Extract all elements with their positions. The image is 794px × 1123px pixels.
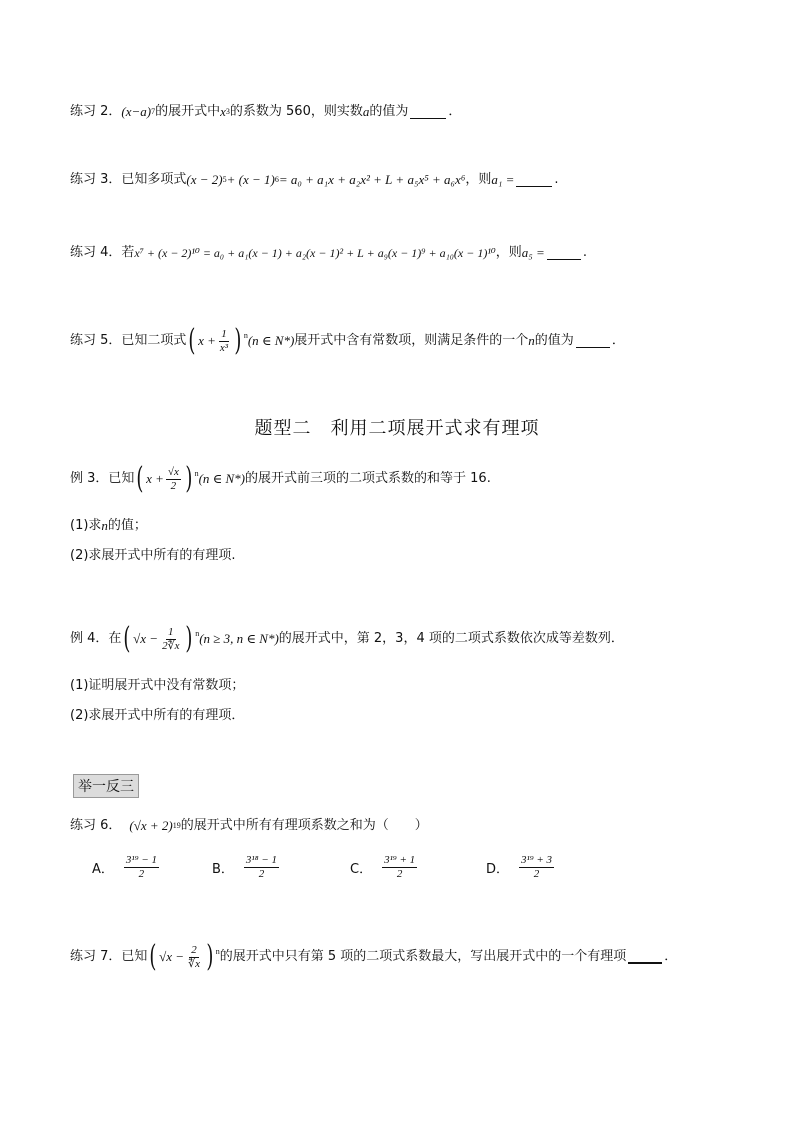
exercise-2: 练习 2． (x−a) 7 的展开式中 x 3 的系数为 560，则实数 a 的值为 ． — [70, 102, 461, 122]
exercise-7: 练习 7．已知 ( √x − $\frac{2}{∜x}$ ) n 的展开式中只有第 5 项的二项式系数最大，写出展开式中的一个有理项 ． — [70, 939, 678, 974]
example-3-q1: (1)求 n 的值； — [70, 518, 147, 533]
practice-badge: 举一反三 — [73, 774, 139, 798]
answer-blank[interactable] — [576, 335, 610, 348]
exercise-7-label: 练习 7．已知 — [70, 949, 148, 964]
option-d[interactable]: D． $\frac{\text{3¹⁹ + 3}}{2}$ — [486, 854, 553, 880]
exercise-3-label: 练习 3．已知多项式 — [70, 172, 187, 187]
option-b[interactable]: B． $\frac{\text{3¹⁸ − 1}}{2}$ — [212, 854, 277, 880]
example-4-q2: (2)求展开式中所有的有理项． — [70, 708, 245, 723]
answer-blank[interactable] — [410, 106, 446, 119]
answer-blank[interactable] — [628, 950, 662, 964]
exercise-5: 练习 5．已知二项式 ( x + $\frac{1}{\text{x³}}$ ) n (n ∈ N*) 展开式中含有常数项，则满足条件的一个 n 的值为 ． — [70, 323, 625, 358]
exercise-3: 练习 3．已知多项式 (x − 2) 5 + (x − 1) 6 = a₀ + a₁x + a₂x² + L + a₅x⁵ + a₆x⁶ ，则 a₁ = . — [70, 170, 559, 190]
example-4-q1: (1)证明展开式中没有常数项； — [70, 678, 245, 693]
answer-blank[interactable] — [547, 247, 581, 260]
exercise-4: 练习 4．若 x⁷ + (x − 2)¹⁰ = a₀ + a₁(x − 1) + a₂(x − 1)² + L + a₉(x − 1)⁹ + a₁₀(x − 1)¹⁰ ，则 a₅ = . — [70, 243, 587, 263]
example-3: 例 3．已知 ( x + $\frac{√x}{2}$ ) n (n ∈ N*) 的展开式前三项的二项式系数的和等于 16. — [70, 461, 491, 496]
exercise-4-label: 练习 4．若 — [70, 245, 135, 260]
exercise-2-expr: (x−a) — [121, 104, 152, 119]
answer-blank[interactable] — [516, 174, 552, 187]
exercise-6-label: 练习 6． — [70, 818, 122, 833]
exercise-6: 练习 6． (√x + 2) 19 的展开式中所有有理项系数之和为（ ） — [70, 816, 428, 836]
example-3-q2: (2)求展开式中所有的有理项. — [70, 548, 236, 563]
exercise-2-label: 练习 2． — [70, 104, 122, 119]
option-a[interactable]: A． $\frac{\text{3¹⁹ − 1}}{2}$ — [92, 854, 157, 880]
exercise-5-label: 练习 5．已知二项式 — [70, 333, 187, 348]
option-c[interactable]: C． $\frac{\text{3¹⁹ + 1}}{2}$ — [350, 854, 416, 880]
example-4: 例 4．在 ( √x − $\frac{1}{2∜x}$ ) n (n ≥ 3, n ∈ N*) 的展开式中，第 2，3，4 项的二项式系数依次成等差数列． — [70, 621, 624, 656]
example-3-label: 例 3．已知 — [70, 471, 135, 486]
example-4-label: 例 4．在 — [70, 631, 122, 646]
section-heading: 题型二 利用二项展开式求有理项 — [254, 418, 540, 439]
